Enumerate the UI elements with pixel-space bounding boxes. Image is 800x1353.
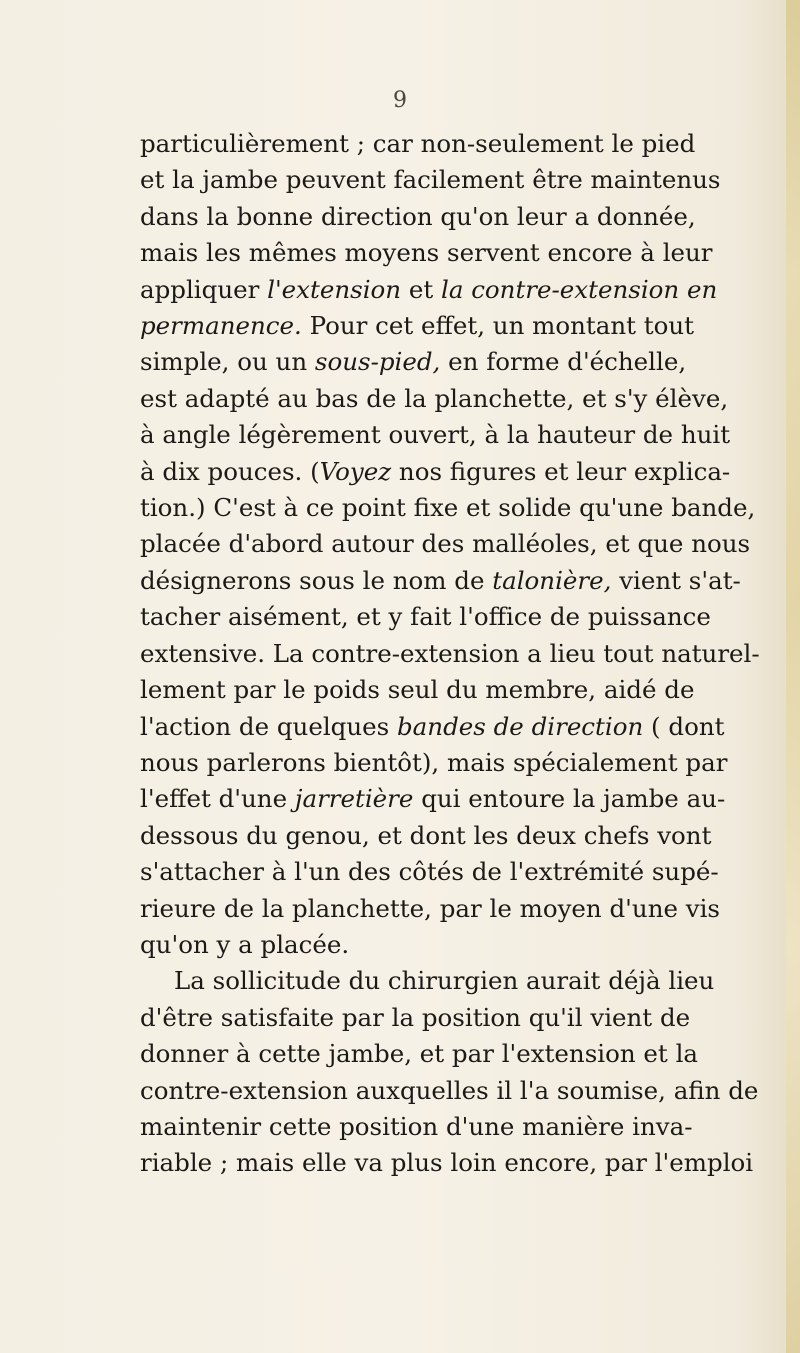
text-line (140, 781, 726, 817)
text-segment: riable ; mais elle va plus loin encore, par l'emploi (140, 1148, 754, 1178)
text-segment: donner à cette jambe, et par l'extension et la (140, 1039, 699, 1069)
text-segment: nous parlerons bientôt), mais spécialement par (140, 747, 728, 777)
italic-text: sous-pied, (314, 347, 441, 377)
text-line (140, 490, 756, 526)
text-line (140, 162, 721, 198)
text-line (140, 381, 729, 417)
text-line (140, 126, 696, 162)
italic-text: bandes de direction (397, 711, 644, 741)
text-segment: tion.) C'est à ce point fixe et solide qu'une bande, (140, 493, 756, 523)
text-segment: rieure de la planchette, par le moyen d'une vis (140, 893, 721, 923)
text-segment: Pour cet effet, un montant tout (301, 311, 694, 341)
text-segment: appliquer (140, 274, 268, 304)
text-line (140, 563, 741, 599)
text-segment: qui entoure la jambe au- (413, 784, 726, 814)
text-line (140, 308, 694, 344)
text-segment: ( dont (643, 711, 725, 741)
text-line (140, 891, 721, 927)
text-line (140, 927, 655, 963)
text-line (140, 235, 713, 271)
italic-text: talonière, (492, 565, 612, 595)
body-text (140, 126, 760, 1182)
text-segment: La sollicitude du chirurgien aurait déjà lieu (174, 966, 715, 996)
text-segment: dessous du genou, et dont les deux chefs vont (140, 820, 712, 850)
text-line (140, 199, 696, 235)
text-line (140, 636, 760, 672)
italic-text: jarretière (294, 784, 414, 814)
text-segment: maintenir cette position d'une manière inva- (140, 1111, 693, 1141)
text-segment: et (401, 274, 441, 304)
text-line (140, 854, 719, 890)
text-line (140, 417, 731, 453)
text-line (140, 599, 711, 635)
text-segment: dans la bonne direction qu'on leur a donnée, (140, 201, 696, 231)
text-segment: l'effet d'une (140, 784, 295, 814)
text-line (140, 709, 725, 745)
text-segment: s'attacher à l'un des côtés de l'extrémité supé- (140, 857, 719, 887)
text-segment: placée d'abord autour des malléoles, et que nous (140, 529, 751, 559)
text-line (140, 344, 687, 380)
text-line (140, 1036, 699, 1072)
text-segment: est adapté au bas de la planchette, et s'y élève, (140, 383, 729, 413)
text-segment: lement par le poids seul du membre, aidé de (140, 675, 695, 705)
text-line (140, 745, 728, 781)
text-segment: extensive. La contre-extension a lieu tout naturel- (140, 638, 760, 668)
text-segment: nos figures et leur explica- (391, 456, 731, 486)
text-segment: l'action de quelques (140, 711, 397, 741)
text-segment: à dix pouces. ( (140, 456, 320, 486)
text-line (140, 818, 712, 854)
text-segment: et la jambe peuvent facilement être maintenus (140, 165, 721, 195)
text-segment: d'être satisfaite par la position qu'il vient de (140, 1002, 691, 1032)
page-number: 9 (393, 88, 407, 113)
text-segment: tacher aisément, et y fait l'office de puissance (140, 602, 711, 632)
italic-text: l'extension (267, 274, 402, 304)
text-line (140, 526, 751, 562)
text-segment: qu'on y a placée. (140, 929, 350, 959)
text-segment: désignerons sous le nom de (140, 565, 493, 595)
text-line (140, 1073, 759, 1109)
italic-text: la contre-extension en (440, 274, 718, 304)
text-line (140, 454, 731, 490)
text-segment: à angle légèrement ouvert, à la hauteur de huit (140, 420, 731, 450)
text-segment: contre-extension auxquelles il l'a soumise, afin de (140, 1075, 759, 1105)
text-line (140, 1000, 691, 1036)
text-segment: en forme d'échelle, (440, 347, 687, 377)
text-line (140, 672, 695, 708)
text-line (140, 1145, 754, 1181)
text-segment: particulièrement ; car non-seulement le pied (140, 129, 696, 158)
text-line (140, 272, 718, 308)
page-edge-stain (786, 0, 800, 1353)
italic-text: permanence. (140, 311, 302, 341)
text-segment: mais les mêmes moyens servent encore à leur (140, 238, 713, 268)
text-segment: vient s'at- (611, 565, 741, 595)
italic-text: Voyez (319, 456, 392, 486)
text-line (140, 963, 715, 999)
text-segment: simple, ou un (140, 347, 315, 377)
text-line (140, 1109, 693, 1145)
